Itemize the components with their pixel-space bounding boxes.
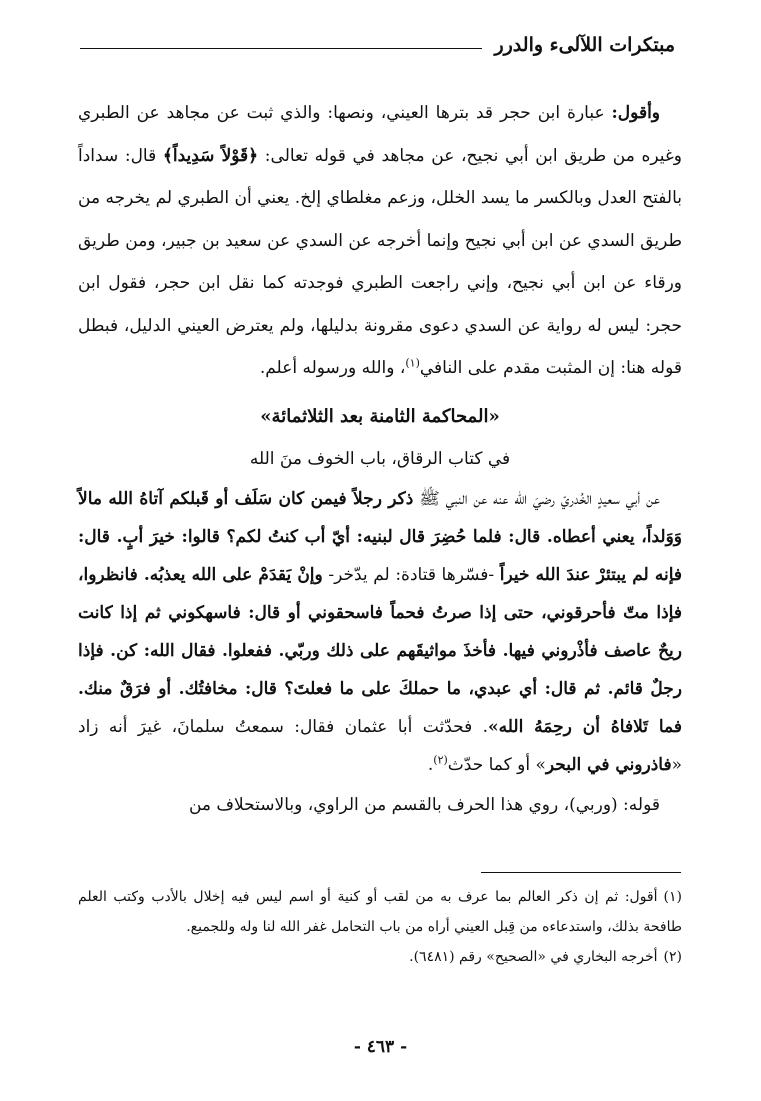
hadith-tafsir: -فسّرها قتادة: لم يدّخر-	[322, 564, 500, 585]
hadith-quote: فاذروني في البحر	[545, 754, 672, 775]
footnote-number: (٢)	[663, 949, 682, 965]
footnote-text: أقول: ثم إن ذكر العالم بما عرف به من لقب أو كنية أو اسم ليس فيه إخلال بالأدب وكتب العلم طافحة بذلك، واستدعاءه من قِبل العيني أراه من باب التحامل غفر الله لنا وله وللجميع.	[78, 889, 682, 935]
intro-text-part2: قال: سداداً بالفتح العدل وبالكسر ما يسد الخلل، وزعم مغلطاي إلخ. يعني أن الطبري لم يخرجه من طريق السدي عن ابن أبي نجيح وإنما أخرجه عن السدي عن سعيد بن جبير، ومن طريق ورقاء عن ابن أبي نجيح، وإني راجعت الطبري فوجدته كما نقل ابن حجر، فقول ابن حجر: ليس له رواية عن السدي دعوى مقرونة بدليلها، ولم يعترض العيني الدليل، فبطل قوله هنا: إن المثبت مقدم على النافي	[78, 145, 682, 378]
page-number: - ٤٦٣ -	[353, 1037, 408, 1057]
footnote-rule	[481, 872, 681, 873]
hadith-text-part1: ذكر رجلاً فيمن كان سَلَف أو قَبلكم آتاهُ الله مالاً وَوَلداً، يعني أعطاه. قال: فلما حُضِرَ قال لبنيه: أيّ أب كنتُ لكم؟ قالوا: خيرَ أبٍ. قال: فإنه لم يبتئرْ عندَ الله خيراً	[78, 488, 682, 585]
footnote-marker-2[interactable]: (٢)	[433, 752, 448, 766]
commentary-paragraph: قوله: (وربي)، روي هذا الحرف بالقسم من الراوي، وبالاستحلاف من	[188, 794, 660, 815]
footnote-number: (١)	[663, 889, 682, 905]
footnote-text: أخرجه البخاري في «الصحيح» رقم (٦٤٨١).	[409, 949, 658, 965]
intro-paragraph	[78, 92, 682, 390]
hadith-after: . فحدّثت أبا عثمان فقال: سمعتُ سلمانَ، غيرَ أنه زاد «	[78, 716, 682, 775]
intro-text-part1: عبارة ابن حجر قد بترها العيني، ونصها: والذي ثبت عن مجاهد عن الطبري وغيره من طريق ابن أبي نجيح، عن مجاهد في قوله تعالى:	[78, 103, 682, 166]
hadith-paragraph	[78, 480, 682, 784]
hadith-end: .	[427, 754, 434, 775]
running-header: مبتكرات اللآلىء والدرر	[494, 34, 675, 56]
hadith-text-part2: وإنْ يَقدَمْ على الله يعذبُه. فانظروا، فإذا متّ فأحرقوني، حتى إذا صرتُ فحماً فاسحقوني أو قال: فاسهكوني ثم إذا كانت ريحٌ عاصف فأذْروني فيها. فأخذَ مواثيقَهم على ذلك وربّي. ففعلوا. فقال الله: كن. فإذا رجلٌ قائم. ثم قال: أي عبدي، ما حملكَ على ما فعلتَ؟ قال: مخافتُك. أو فرَقٌ منك. فما تَلافاهُ أن رحِمَهُ الله»	[78, 564, 682, 737]
quran-quote: ﴿قَوْلاً سَدِيداً﴾	[162, 145, 259, 166]
footnote-marker-1[interactable]: (١)	[405, 356, 420, 370]
intro-ending: ، والله ورسوله أعلم.	[259, 358, 406, 378]
hadith-close: » أو كما حدّث	[447, 754, 546, 775]
hadith-isnad: عن أبي سعيدٍ الخُدريّ رضيَ الله عنه عن النبي ﷺ	[413, 488, 660, 509]
header-rule	[80, 48, 482, 49]
footnote-2	[78, 942, 682, 972]
lead-word: وأقول:	[611, 103, 660, 123]
footnote-1	[78, 882, 682, 942]
section-heading: «المحاكمة الثامنة بعد الثلاثمائة»	[260, 405, 500, 427]
page-body	[78, 92, 682, 826]
footnotes	[78, 882, 682, 972]
chapter-line: في كتاب الرقاق، باب الخوف منَ الله	[249, 448, 511, 469]
